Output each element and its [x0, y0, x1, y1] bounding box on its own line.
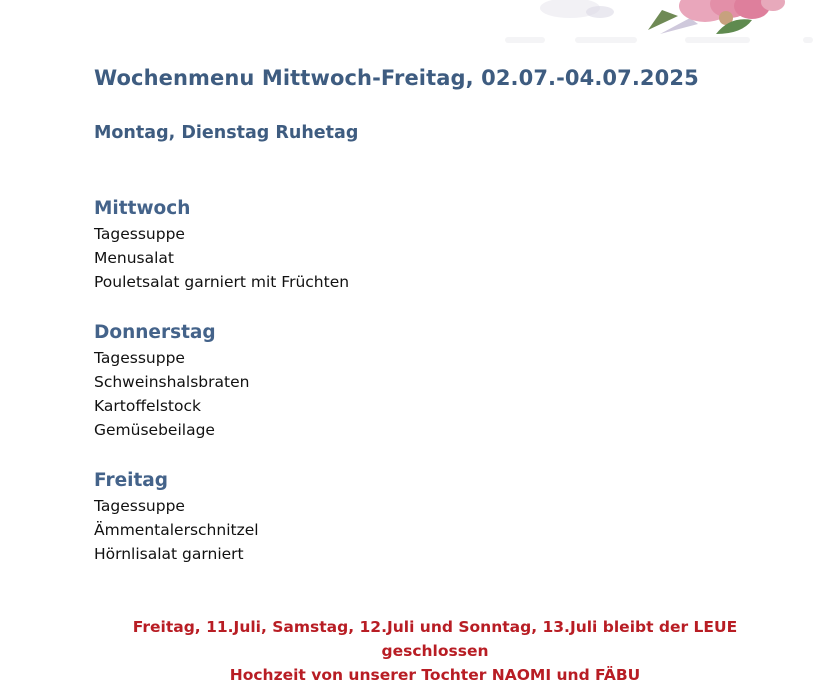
closure-notice-line: Freitag, 11.Juli, Samstag, 12.Juli und Sonntag, 13.Juli bleibt der LEUE [132, 618, 738, 636]
dish-item: Gemüsebeilage [94, 421, 215, 439]
dish-item: Tagessuppe [94, 349, 185, 367]
dish-item: Schweinshalsbraten [94, 373, 250, 391]
day-section-donnerstag [94, 320, 594, 442]
day-heading: Mittwoch [94, 198, 191, 219]
day-heading: Donnerstag [94, 322, 216, 343]
day-section-mittwoch [94, 196, 594, 294]
faint-header-marks [495, 34, 825, 48]
day-section-freitag [94, 468, 594, 566]
dish-item: Kartoffelstock [94, 397, 201, 415]
menu-title: Wochenmenu Mittwoch-Freitag, 02.07.-04.07.2025 [94, 66, 699, 90]
dish-list [94, 494, 594, 566]
dish-item: Menusalat [94, 249, 175, 267]
dish-item: Tagessuppe [94, 497, 185, 515]
dish-item: Ämmentalerschnitzel [94, 521, 259, 539]
dish-list [94, 222, 594, 294]
closed-days-note: Montag, Dienstag Ruhetag [94, 123, 359, 143]
dish-list [94, 346, 594, 442]
closure-notice-reason: Hochzeit von unserer Tochter NAOMI und FÄBU [229, 666, 641, 684]
closure-notice-line: geschlossen [381, 642, 489, 660]
closure-notice [0, 615, 835, 687]
dish-item: Pouletsalat garniert mit Früchten [94, 273, 350, 291]
dish-item: Tagessuppe [94, 225, 185, 243]
dish-item: Hörnlisalat garniert [94, 545, 244, 563]
day-heading: Freitag [94, 470, 169, 491]
